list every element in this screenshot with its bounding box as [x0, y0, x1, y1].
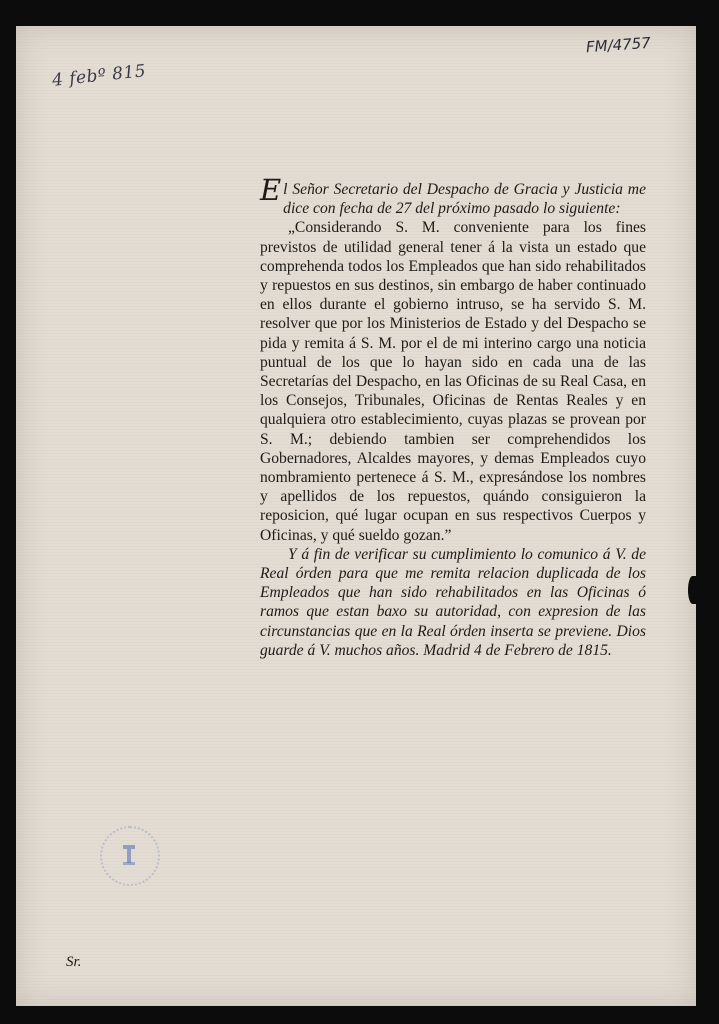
quoted-order: „Considerando S. M. conveniente para los fines previstos de utilidad general tener á la vista un estado que comprehenda todos los Empleados que han sido rehabilitados y repuestos en sus destinos, sin embargo de haber continuado en ellos durante el gobierno intruso, se ha servido S. M. resolver que por los Ministerios de Estado y del Despacho se pida y remita á S. M. por el de mi interino cargo una noticia puntual de los que lo hayan sido en cada una de las Secretarías del Despacho, en las Oficinas de su Real Casa, en los Consejos, Tribunales, Oficinas de Rentas Reales y en qualquiera otro establecimiento, cuyas plazas se provean por S. M.; debiendo tambien ser comprehendidos los Gobernadores, Alcaldes mayores, y demas Empleados cuyo nombramiento pertenece á S. M., expresándose los nombres y apellidos de los repuestos, quándo consiguieron la reposicion, qué lugar ocupan en sus respectivos Cuerpos y Oficinas, y qué sueldo gozan.”	[260, 219, 646, 544]
closing-paragraph: Y á fin de verificar su cumplimiento lo comunico á V. de Real órden para que me remita relacion duplicada de los Empleados que han sido rehabilitados en las Oficinas ó ramos que estan baxo su autoridad, con expresion de las circunstancias que en la Real órden inserta se previene. Dios guarde á V. muchos años. Madrid 4 de Febrero de 1815.	[260, 545, 646, 659]
intro-paragraph	[260, 173, 646, 218]
intro-text: l Señor Secretario del Despacho de Gracia y Justicia me dice con fecha de 27 del próximo pasado lo siguiente:	[283, 181, 646, 218]
library-stamp	[100, 826, 160, 886]
stamp-emblem-icon	[120, 843, 138, 867]
letter-body	[260, 173, 646, 660]
handwritten-date-note: 4 febº 815	[51, 61, 148, 91]
drop-cap: E	[260, 173, 282, 207]
page-edge-shadow	[688, 576, 697, 604]
archive-reference: FM/4757	[585, 33, 652, 57]
addressee: Sr.	[66, 954, 82, 970]
